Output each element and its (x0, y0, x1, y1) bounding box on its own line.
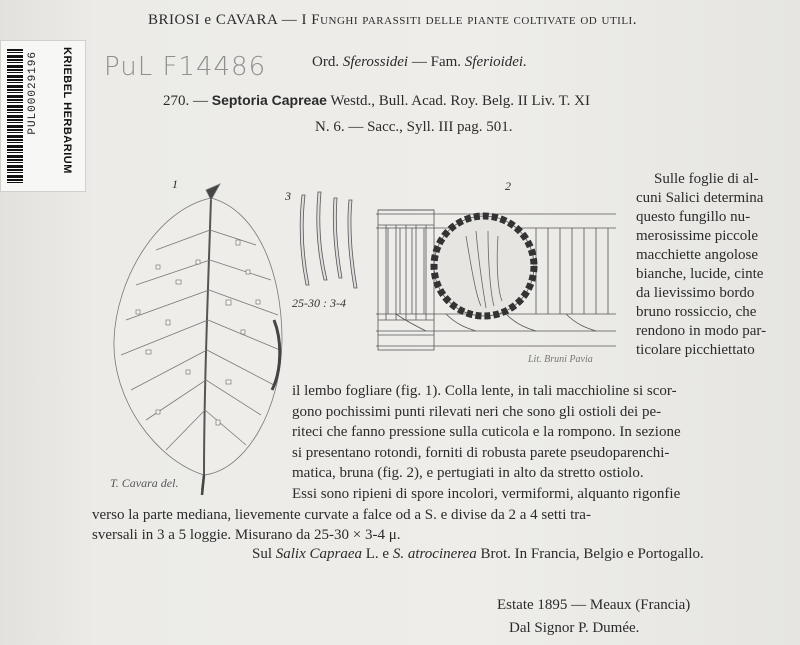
desc-body-line: sversali in 3 a 5 loggie. Misurano da 25-30 × 3-4 μ. (92, 527, 401, 544)
desc-right-line: bianche, lucide, cinte (636, 266, 764, 282)
page-header (148, 12, 637, 29)
desc-right-line: merosissime piccole (636, 228, 759, 244)
authors: BRIOSI e CAVARA (148, 12, 278, 28)
barcode (7, 49, 23, 183)
spore-drawings (300, 192, 357, 288)
perithecium-section (376, 196, 626, 356)
fam-value: Sferioidei. (464, 54, 527, 70)
host-species-1: Salix Capraea (275, 546, 363, 562)
species-name: Septoria Capreae (211, 92, 327, 108)
fig2-number: 2 (505, 179, 511, 193)
spore-measure: 25-30 : 3-4 (292, 296, 346, 310)
desc-body-line: verso la parte mediana, lievemente curvate a falce od a S. e divise da 2 a 4 setti tra- (92, 506, 591, 523)
leaf-drawing (114, 184, 282, 495)
classification (312, 54, 527, 71)
handwritten-accession: PuL F14486 (104, 52, 267, 82)
host-mid: L. e (365, 546, 390, 562)
desc-right-line: bruno rossiccio, che (636, 304, 757, 320)
desc-body-line: riteci che fanno pressione sulla cuticola e la rompono. In sezione (292, 424, 681, 441)
species-title (163, 92, 590, 110)
host-suffix: Brot. In Francia, Belgio e Portogallo. (480, 546, 704, 562)
collection-date-place: Estate 1895 — Meaux (Francia) (497, 597, 691, 613)
citation-line2: N. 6. — Sacc., Syll. III pag. 501. (315, 119, 513, 135)
fig1-number: 1 (172, 177, 178, 191)
desc-body-line: si presentano rotondi, forniti di robusta parete pseudoparenchi- (292, 444, 670, 461)
header-dash: — (281, 12, 298, 28)
barcode-label (0, 40, 86, 192)
species-number: 270. — (163, 93, 208, 109)
citation-line1: Westd., Bull. Acad. Roy. Belg. II Liv. T. XI (330, 93, 590, 109)
host-prefix: Sul (252, 546, 273, 562)
ord-value: Sferossidei (342, 54, 409, 70)
desc-right-line: da lievissimo bordo (636, 285, 755, 301)
artist-credit: T. Cavara del. (110, 476, 179, 490)
class-sep: — (411, 54, 427, 70)
herbarium-name: KRIEBEL HERBARIUM (61, 47, 73, 174)
work-title: I Funghi parassiti delle piante coltivate od utili. (301, 12, 637, 28)
fig3-number: 3 (285, 189, 291, 203)
desc-body-line: matica, bruna (fig. 2), e pertugiati in alto da stretto ostiolo. (292, 465, 644, 482)
desc-right-line: Sulle foglie di al- (654, 171, 759, 187)
host-species-2: S. atrocinerea (392, 546, 477, 562)
engraver-credit: Lit. Bruni Pavia (528, 354, 593, 365)
description-right-column (636, 170, 786, 360)
desc-body-line: gono pochissimi punti rilevati neri che sono gli ostioli dei pe- (292, 403, 662, 420)
desc-right-line: ticolare picchiettato (636, 342, 755, 358)
desc-body-line: il lembo fogliare (fig. 1). Colla lente, in tali macchioline si scor- (292, 383, 677, 399)
desc-right-line: cuni Salici determina (636, 190, 764, 206)
host-line (252, 546, 704, 563)
ord-label: Ord. (312, 54, 340, 70)
desc-right-line: rendono in modo par- (636, 323, 767, 339)
desc-body-line: Essi sono ripieni di spore incolori, vermiformi, alquanto rigonfie (292, 485, 681, 502)
collector: Dal Signor P. Dumée. (509, 620, 640, 636)
desc-right-line: macchiette angolose (636, 247, 759, 263)
fam-label: Fam. (430, 54, 462, 70)
barcode-number: PUL00029196 (27, 51, 39, 135)
desc-right-line: questo fungillo nu- (636, 209, 751, 225)
